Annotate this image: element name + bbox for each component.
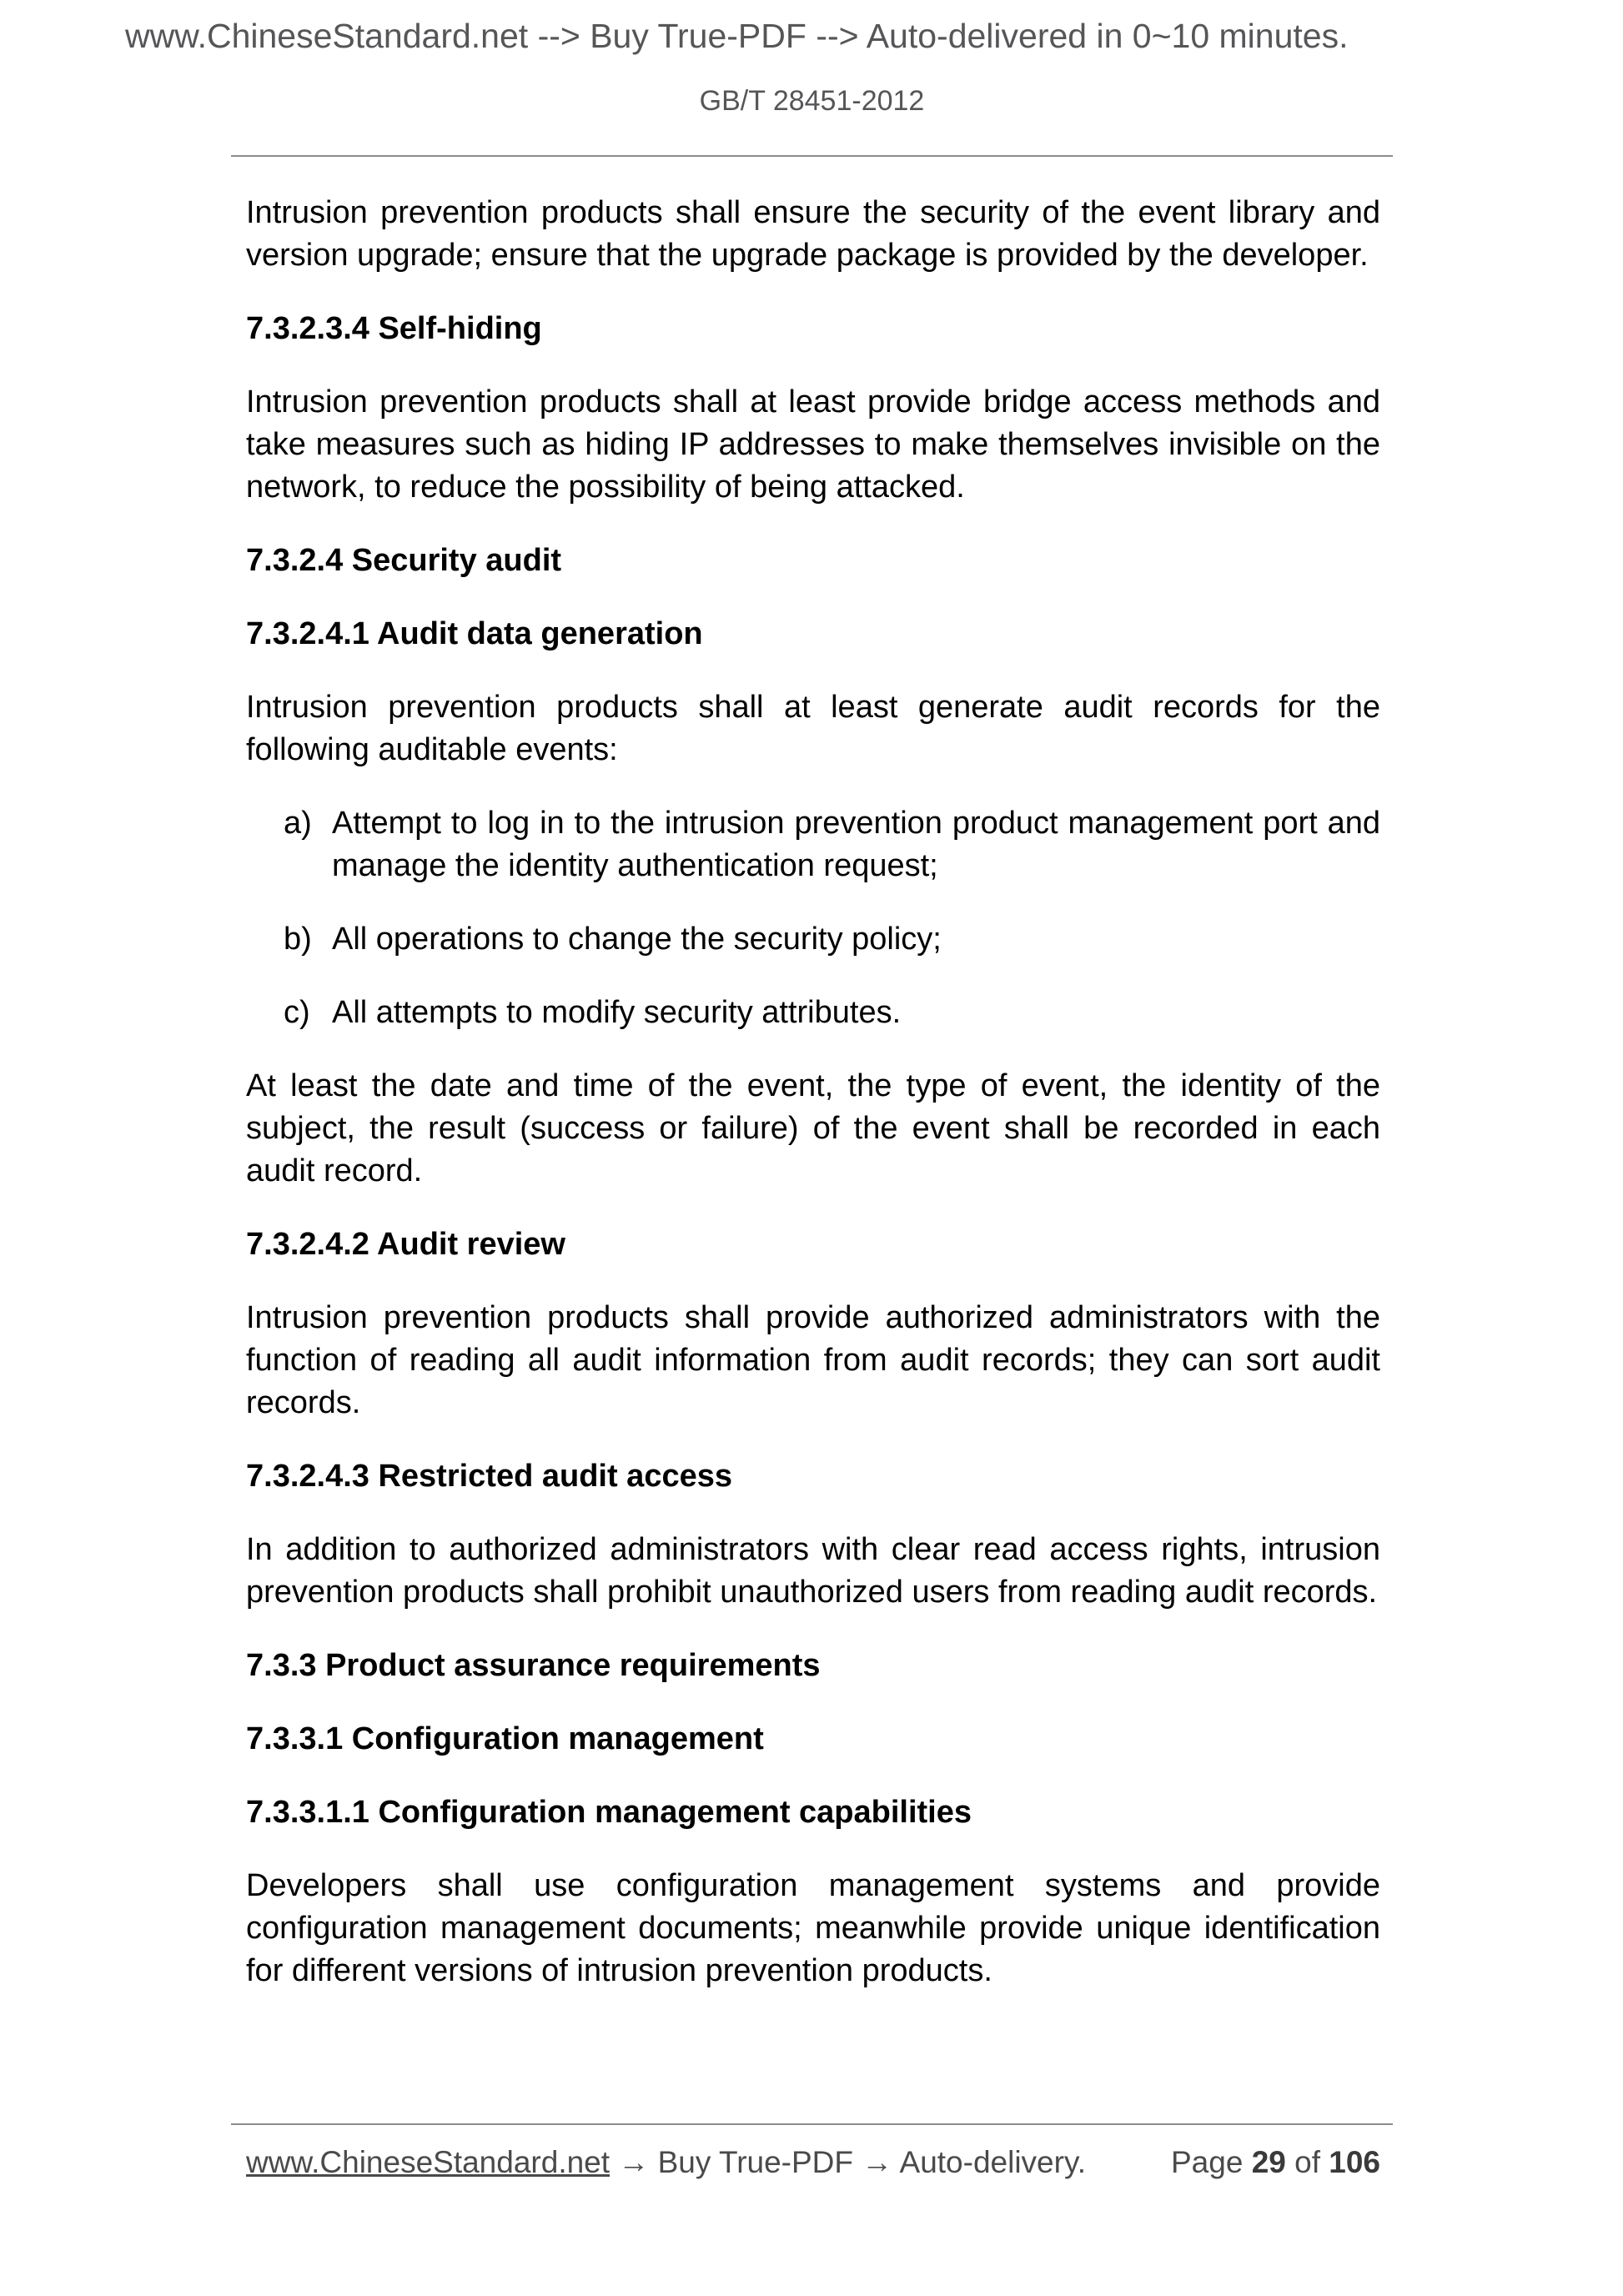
list-marker-c: c)	[284, 995, 310, 1030]
heading-audit-review: 7.3.2.4.2 Audit review	[246, 1227, 565, 1262]
list-marker-b: b)	[284, 922, 312, 957]
list-item-b	[246, 918, 1380, 961]
heading-configuration-management: 7.3.3.1 Configuration management	[246, 1721, 764, 1756]
page-footer	[246, 2145, 1380, 2180]
heading-audit-data-generation: 7.3.2.4.1 Audit data generation	[246, 616, 703, 651]
paragraph-audit-record-fields: At least the date and time of the event, the type of event, the identity of the subject, the result (success or failure) of the event shall be recorded in each audit record.	[246, 1068, 1380, 1188]
paragraph-restricted-audit-access: In addition to authorized administrators with clear read access rights, intrusion prevention products shall prohibit unauthorized users from reading audit records.	[246, 1532, 1380, 1610]
header-divider	[231, 155, 1393, 157]
footer-tagline: → Buy True-PDF → Auto-delivery.	[618, 2145, 1086, 2179]
footer-left	[246, 2145, 1086, 2180]
of-label: of	[1294, 2145, 1320, 2179]
heading-security-audit: 7.3.2.4 Security audit	[246, 543, 562, 578]
list-item-c-text: All attempts to modify security attributes.	[332, 995, 902, 1030]
paragraph-config-mgmt-systems: Developers shall use configuration management systems and provide configuration management documents; meanwhile provide unique identification for different versions of intrusion prevention products.	[246, 1868, 1380, 1988]
list-item-c	[246, 992, 1380, 1034]
heading-self-hiding: 7.3.2.3.4 Self-hiding	[246, 311, 542, 346]
paragraph-audit-review: Intrusion prevention products shall provide authorized administrators with the function of reading all audit information from audit records; they can sort audit records.	[246, 1300, 1380, 1420]
heading-config-mgmt-capabilities: 7.3.3.1.1 Configuration management capabilities	[246, 1795, 972, 1830]
footer-divider	[231, 2123, 1393, 2125]
paragraph-event-library: Intrusion prevention products shall ensure the security of the event library and version upgrade; ensure that the upgrade package is provided by the developer.	[246, 195, 1380, 273]
list-item-a-text: Attempt to log in to the intrusion prevention product management port and manage the identity authentication request;	[332, 806, 1380, 883]
paragraph-audit-records-intro: Intrusion prevention products shall at least generate audit records for the following auditable events:	[246, 690, 1380, 767]
page-total: 106	[1329, 2145, 1380, 2179]
heading-restricted-audit-access: 7.3.2.4.3 Restricted audit access	[246, 1459, 732, 1494]
document-body	[246, 192, 1380, 2023]
page-label: Page	[1170, 2145, 1244, 2179]
footer-pagination	[1171, 2145, 1380, 2180]
standard-number: GB/T 28451-2012	[699, 85, 925, 117]
heading-product-assurance: 7.3.3 Product assurance requirements	[246, 1648, 821, 1683]
header-banner: www.ChineseStandard.net --> Buy True-PDF --> Auto-delivered in 0~10 minutes.	[125, 17, 1349, 55]
paragraph-bridge-access: Intrusion prevention products shall at least provide bridge access methods and take measures such as hiding IP addresses to make themselves invisible on the network, to reduce the possibility of being attacked.	[246, 384, 1380, 505]
list-marker-a: a)	[284, 806, 312, 841]
page-number: 29	[1251, 2145, 1286, 2179]
list-item-a	[246, 802, 1380, 887]
footer-website-link[interactable]: www.ChineseStandard.net	[246, 2145, 611, 2179]
list-item-b-text: All operations to change the security policy;	[332, 922, 942, 957]
